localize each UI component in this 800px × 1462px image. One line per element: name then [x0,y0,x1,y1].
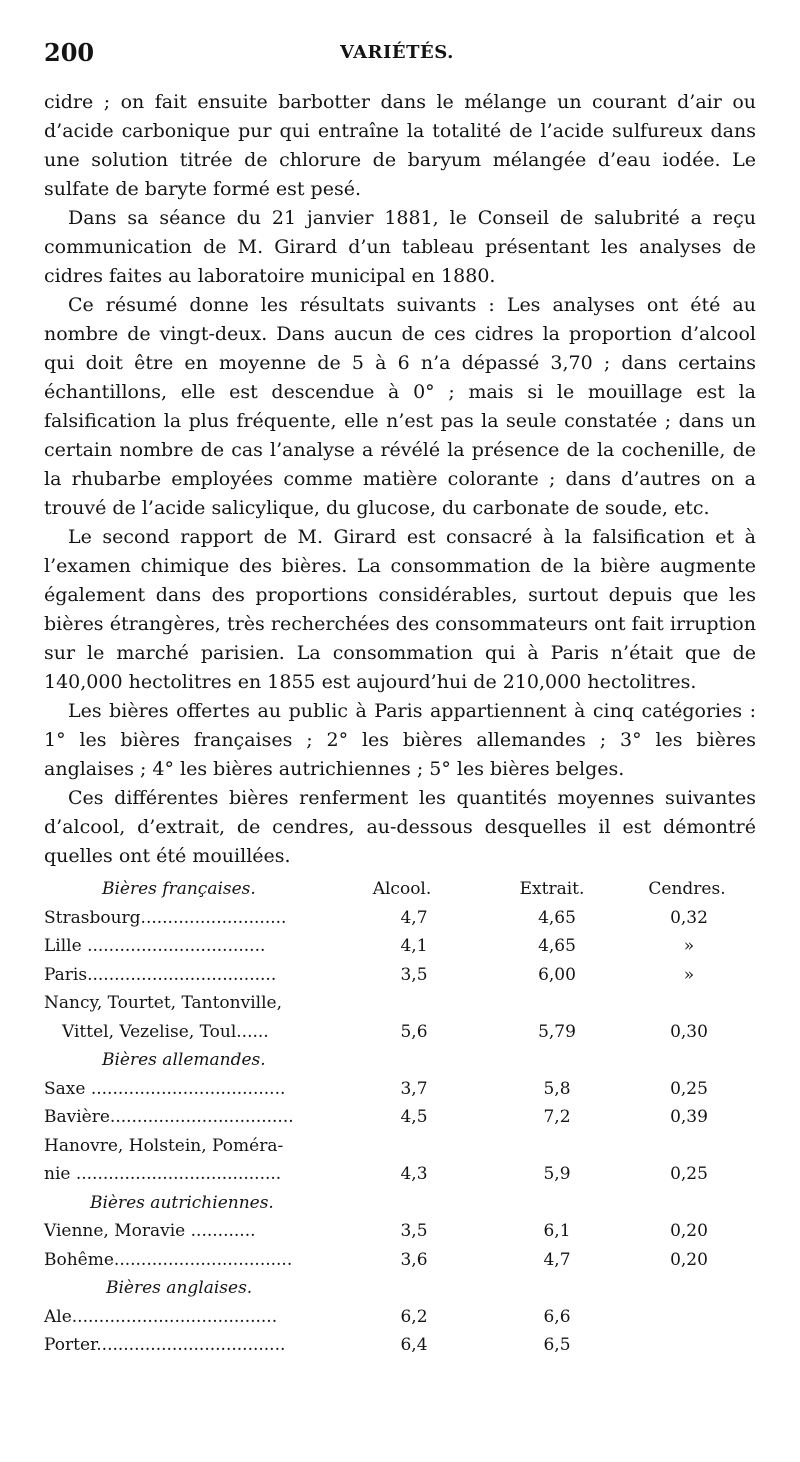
row-label: nie ...................................... [44,1164,282,1184]
category-label: Bières allemandes. [102,1050,266,1070]
cendres-value: 0,25 [670,1164,708,1184]
paragraph: Les bières offertes au public à Paris appartiennent à cinq catégories : 1° les bières françaises ; 2° les bières allemandes ; 3° les bières anglaises ; 4° les bières autrichiennes ; 5° les bières belges. [44,700,756,780]
row-label: Nancy, Tourtet, Tantonville, [44,993,282,1013]
table-row [44,1219,756,1248]
table-row [44,1305,756,1334]
alcool-value: 4,5 [400,1107,428,1127]
cendres-value: 0,20 [670,1249,708,1270]
category-label: Bières anglaises. [106,1278,253,1298]
table-row [44,1134,756,1163]
table-row [44,1162,756,1191]
row-label: Saxe .................................... [44,1078,286,1099]
extrait-value: 6,1 [543,1221,571,1241]
cendres-value: 0,39 [670,1107,708,1127]
paragraph: Le second rapport de M. Girard est consacré à la falsification et à l’examen chimique des bières. La consommation de la bière augmente également dans des proportions considérables, surtout depuis que les bières étrangères, très recherchées des consommateurs ont fait irruption sur le marché parisien. La consommation qui à Paris n’était que de 140,000 hectolitres en 1855 est aujourd’hui de 210,000 hectolitres. [44,526,756,693]
row-label: Strasbourg........................... [44,907,287,928]
cendres-value: » [683,964,695,985]
extrait-value: 6,5 [543,1335,571,1355]
extrait-value: 5,9 [543,1164,571,1184]
row-label: Lille ................................. [44,936,266,956]
table-row [44,1020,756,1049]
cendres-value: » [683,936,695,956]
extrait-value: 4,65 [538,907,576,928]
paragraph: Ces différentes bières renferment les quantités moyennes suivantes d’alcool, d’extrait, de cendres, au-dessous desquelles il est démontré quelles ont été mouillées. [44,787,756,867]
table-row [44,1248,756,1277]
page-number: 200 [44,38,95,67]
cendres-value: 0,25 [670,1078,708,1099]
cendres-header: Cendres. [648,879,726,899]
row-label: Bohême................................. [44,1249,293,1270]
row-label: Hanovre, Holstein, Poméra- [44,1135,284,1156]
alcool-header: Alcool. [372,879,432,899]
extrait-value: 6,6 [543,1306,571,1327]
category-row [44,1048,756,1077]
running-title: VARIÉTÉS. [340,42,454,63]
alcool-value: 6,4 [400,1335,428,1355]
extrait-value: 7,2 [543,1107,571,1127]
row-label: Vittel, Vezelise, Toul...... [62,1021,269,1042]
paragraph: Ce résumé donne les résultats suivants : Les analyses ont été au nombre de vingt-deux. Dans aucun de ces cidres la proportion d’alcool qui doit être en moyenne de 5 à 6 n’a dépassé 3,70 ; dans certains échantillons, elle est descendue à 0° ; mais si le mouillage est la falsification la plus fréquente, elle n’est pas la seule constatée ; dans un certain nombre de cas l’analyse a révélé la présence de la cochenille, de la rhubarbe employées comme matière colorante ; dans d’autres on a trouvé de l’acide salicylique, du glucose, du carbonate de soude, etc. [44,294,756,519]
page-header [44,38,756,88]
text-body [44,88,756,871]
row-label: Vienne, Moravie ............ [44,1221,256,1241]
table-row [44,1077,756,1106]
table-row [44,1105,756,1134]
extrait-value: 5,79 [538,1021,576,1042]
extrait-header: Extrait. [519,879,585,899]
table-row [44,934,756,963]
alcool-value: 4,7 [400,907,428,928]
paragraph: Dans sa séance du 21 janvier 1881, le Conseil de salubrité a reçu communication de M. Girard d’un tableau présentant les analyses de cidres faites au laboratoire municipal en 1880. [44,207,756,287]
category-row [44,1191,756,1220]
extrait-value: 4,7 [543,1249,571,1270]
alcool-value: 4,1 [400,936,428,956]
extrait-value: 4,65 [538,936,576,956]
alcool-value: 3,7 [400,1078,428,1099]
alcool-value: 3,5 [400,1221,428,1241]
table-header-row [44,877,756,906]
row-label: Bavière.................................. [44,1107,294,1127]
extrait-value: 5,8 [543,1078,571,1099]
row-label: Porter................................... [44,1335,286,1355]
alcool-value: 6,2 [400,1306,428,1327]
alcool-value: 3,6 [400,1249,428,1270]
alcool-value: 5,6 [400,1021,428,1042]
table-row [44,1333,756,1362]
table-row [44,906,756,935]
extrait-value: 6,00 [538,964,576,985]
cendres-value: 0,30 [670,1021,708,1042]
cendres-value: 0,32 [670,907,708,928]
category-label: Bières autrichiennes. [90,1192,274,1213]
category-heading: Bières françaises. [102,879,256,899]
table-row [44,963,756,992]
alcool-value: 4,3 [400,1164,428,1184]
row-label: Ale...................................... [44,1306,278,1327]
paragraph: cidre ; on fait ensuite barbotter dans le mélange un courant d’air ou d’acide carbonique pur qui entraîne la totalité de l’acide sulfureux dans une solution titrée de chlorure de baryum mélangée d’eau iodée. Le sulfate de baryte formé est pesé. [44,91,756,200]
table-row [44,991,756,1020]
category-row [44,1276,756,1305]
row-label: Paris................................... [44,964,277,985]
beer-analysis-table [44,877,756,1362]
cendres-value: 0,20 [670,1221,708,1241]
alcool-value: 3,5 [400,964,428,985]
